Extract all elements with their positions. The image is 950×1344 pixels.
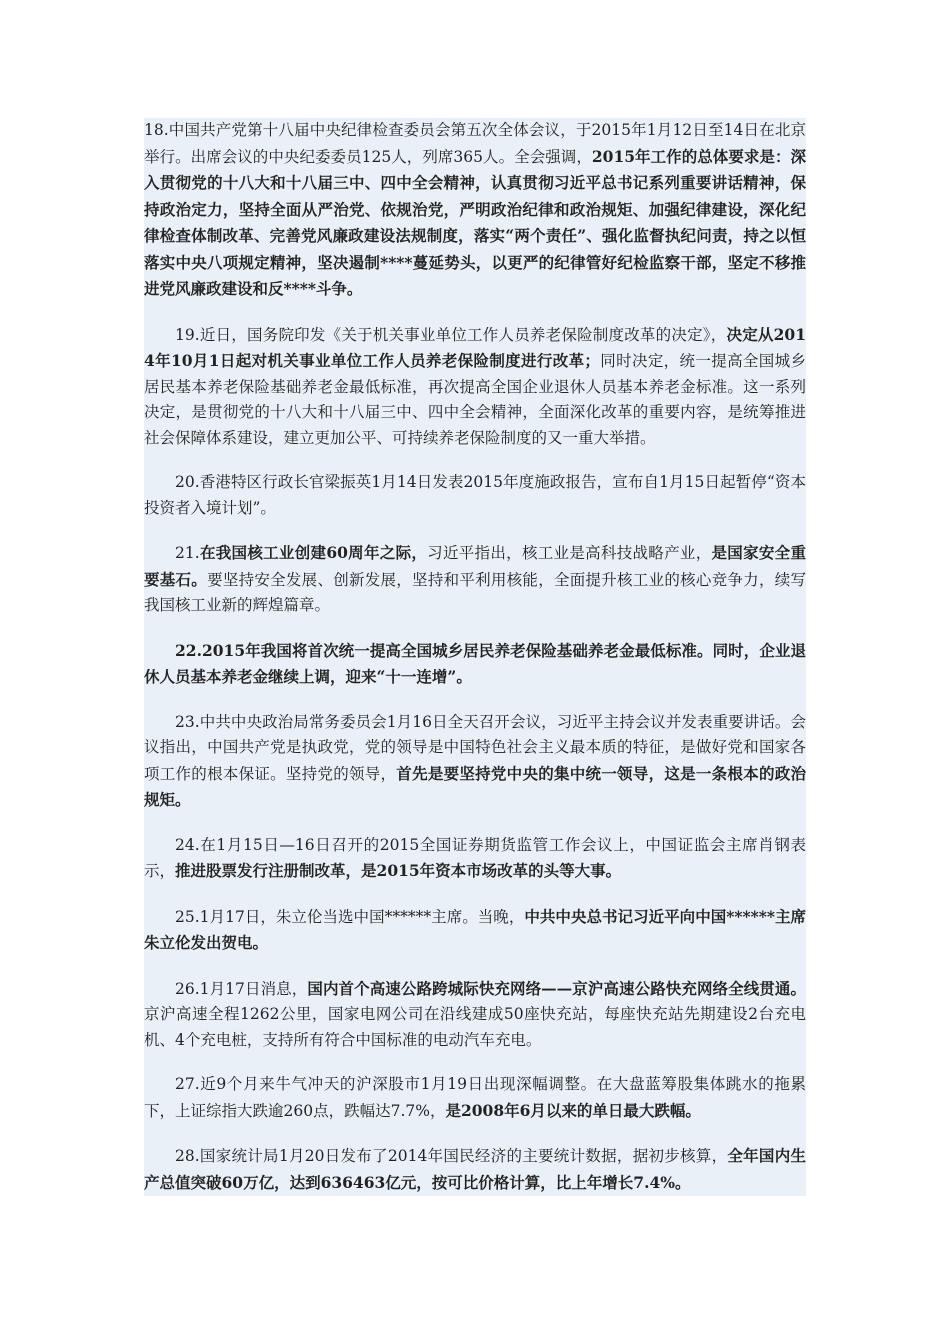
paragraph-19	[144, 322, 806, 452]
paragraph-19-text-1: 19.近日，国务院印发《关于机关事业单位工作人员养老保险制度改革的决定》，	[175, 325, 727, 344]
paragraph-24-bold-1: 推进股票发行注册制改革，	[175, 861, 362, 880]
paragraph-18	[144, 118, 806, 303]
paragraph-18-text: 18.中国共产党第十八届中央纪律检查委员会第五次全体会议，于2015年1月12日至14日在北京举行。出席会议的中央纪委委员125人，列席365人。全会强调，	[144, 121, 806, 166]
paragraph-18-bold: 2015年工作的总体要求是：深入贯彻党的十八大和十八届三中、四中全会精神，认真贯彻习近平总书记系列重要讲话精神，保持政治定力，坚持全面从严治党、依规治党，严明政治纪律和政治规矩、加强纪律建设，深化纪律检查体制改革、完善党风廉政建设法规制度，落实“两个责任”、强化监督执纪问责，持之以恒落实中央八项规定精神，坚决遏制****蔓延势头，以更严的纪律管好纪检监察干部，坚定不移推进党风廉政建设和反****斗争。	[144, 146, 807, 298]
paragraph-26-bold: 国内首个高速公路跨城际快充网络——京沪高速公路快充网络全线贯通。	[307, 978, 806, 998]
paragraph-26-text-2: 京沪高速全程1262公里，国家电网公司在沿线建成50座快充站，每座快充站先期建设2台充电机、4个充电桩，支持所有符合中国标准的电动汽车充电。	[144, 1005, 806, 1049]
paragraph-28-text: 28.国家统计局1月20日发布了2014年国民经济的主要统计数据，据初步核算，	[175, 1147, 728, 1165]
paragraph-25-bold: 中共中央总书记习近平向中国******主席朱立伦发出贺电。	[144, 906, 806, 952]
paragraph-28-bold: 全年国内生产总值突破60万亿，达到636463亿元，按可比价格计算，比上年增长7.4%。	[144, 1146, 806, 1192]
paragraph-22	[144, 638, 806, 691]
paragraph-23-text: 23.中共中央政治局常务委员会1月16日全天召开会议，习近平主持会议并发表重要讲话。会议指出，中国共产党是执政党，党的领导是中国特色社会主义最本质的特征，是做好党和国家各项工作的根本保证。坚持党的领导，	[144, 712, 806, 783]
paragraph-21-bold-1: 在我国核工业创建60周年之际，	[199, 543, 428, 562]
paragraph-25	[144, 904, 806, 957]
paragraph-26	[144, 976, 806, 1054]
paragraph-21-text-1: 习近平指出，核工业是高科技战略产业，	[427, 544, 712, 562]
paragraph-26-text-1: 26.1月17日消息，	[175, 979, 308, 998]
news-document	[144, 118, 806, 1196]
paragraph-21	[144, 540, 806, 619]
paragraph-27-text: 27.近9个月来牛气冲天的沪深股市1月19日出现深幅调整。在大盘蓝筹股集体跳水的拖累下，上证综指大跌逾260点，跌幅达7.7%，	[144, 1075, 806, 1120]
paragraph-24-text: 24.在1月15日—16日召开的2015全国证券期货监管工作会议上，中国证监会主席肖钢表示，	[144, 835, 806, 880]
paragraph-21-text-2: 要坚持安全发展、创新发展，坚持和平利用核能，全面提升核工业的核心竞争力，续写我国核工业新的辉煌篇章。	[144, 570, 806, 614]
paragraph-24	[144, 833, 806, 885]
paragraph-21-bold-2: 是国家安全重要基石。	[144, 543, 806, 589]
paragraph-23	[144, 710, 806, 814]
paragraph-27-bold: 是2008年6月以来的单日最大跌幅。	[445, 1100, 701, 1120]
paragraph-20-text: 20.香港特区行政长官梁振英1月14日发表2015年度施政报告，宣布自1月15日起暂停“资本投资者入境计划”。	[144, 473, 806, 517]
paragraph-21-number: 21.	[175, 544, 200, 562]
paragraph-22-bold: 22.2015年我国将首次统一提高全国城乡居民养老保险基础养老金最低标准。同时，企业退休人员基本养老金继续上调，迎来“十一连增”。	[144, 640, 806, 686]
paragraph-28	[144, 1143, 806, 1196]
paragraph-20	[144, 470, 806, 521]
paragraph-19-bold: 决定从2014年10月1日起对机关事业单位工作人员养老保险制度进行改革；	[144, 324, 807, 370]
paragraph-23-bold: 首先是要坚持党中央的集中统一领导，这是一条根本的政治规矩。	[144, 763, 806, 809]
paragraph-27	[144, 1072, 806, 1124]
paragraph-24-bold-2: 是2015年资本市场改革的头等大事。	[361, 861, 622, 880]
paragraph-19-text-2: 同时决定，统一提高全国城乡居民基本养老保险基础养老金最低标准，再次提高全国企业退休人员基本养老金标准。这一系列决定，是贯彻党的十八大和十八届三中、四中全会精神，全面深化改革的重要内容，是统筹推进社会保障体系建设，建立更加公平、可持续养老保险制度的又一重大举措。	[144, 352, 806, 447]
paragraph-25-text: 25.1月17日，朱立伦当选中国******主席。当晚，	[175, 907, 525, 926]
